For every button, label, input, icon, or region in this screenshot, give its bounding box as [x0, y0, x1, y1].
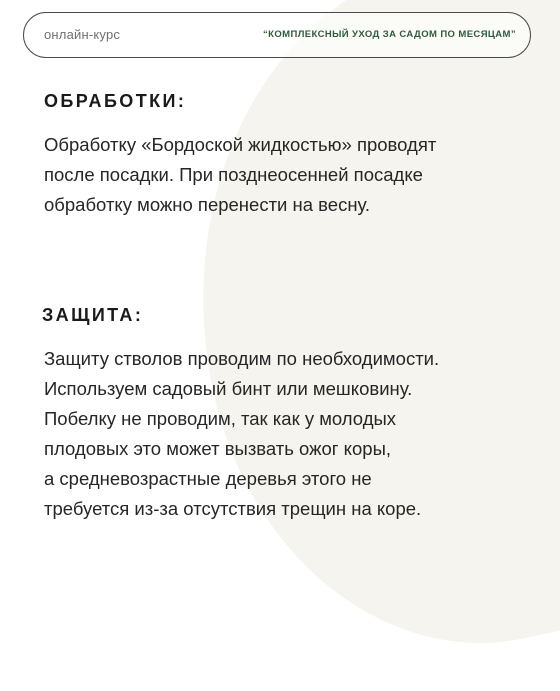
body-line: обработку можно перенести на весну. — [44, 194, 371, 215]
body-line: а средневозрастные деревья этого не — [44, 468, 372, 489]
body-line: Используем садовый бинт или мешковину. — [44, 378, 413, 399]
section-title-treatments: ОБРАБОТКИ: — [44, 91, 187, 111]
course-title: “КОМПЛЕКСНЫЙ УХОД ЗА САДОМ ПО МЕСЯЦАМ” — [263, 29, 516, 40]
section-body-treatments — [44, 130, 534, 220]
section-title-protection: ЗАЩИТА: — [42, 305, 144, 325]
header-bar — [23, 12, 531, 58]
body-line: требуется из-за отсутствия трещин на коре. — [44, 498, 422, 519]
body-line: плодовых это может вызвать ожог коры, — [44, 438, 392, 459]
body-line: Защиту стволов проводим по необходимости. — [44, 348, 440, 369]
body-line: после посадки. При позднеосенней посадке — [44, 164, 423, 185]
section-body-protection — [44, 344, 534, 524]
course-type-label: онлайн-курс — [44, 27, 121, 42]
body-line: Обработку «Бордоской жидкостью» проводят — [44, 134, 437, 155]
body-line: Побелку не проводим, так как у молодых — [44, 408, 397, 429]
